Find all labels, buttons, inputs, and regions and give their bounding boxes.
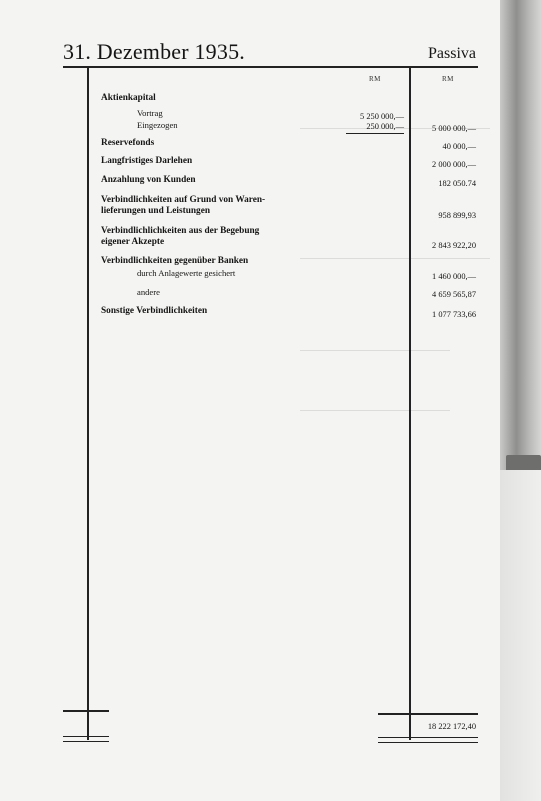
- item-label-sonstige: Sonstige Verbindlichkeiten: [101, 306, 208, 316]
- right-double-rule: [378, 737, 478, 743]
- item-sublabel-eingezogen: Eingezogen: [137, 120, 178, 130]
- amount-darlehen: 2 000 000,—: [432, 160, 476, 169]
- left-double-rule: [63, 736, 109, 742]
- item-sublabel-andere: andere: [137, 287, 160, 297]
- bleed-line: [300, 350, 450, 351]
- left-column-rule: [87, 68, 89, 740]
- item-label-verb-waren-2: lieferungen und Leistungen: [101, 206, 210, 216]
- amount-reservefonds: 40 000,—: [442, 142, 476, 151]
- bleed-line: [300, 410, 450, 411]
- item-label-verb-banken: Verbindlichkeiten gegenüber Banken: [101, 256, 249, 266]
- bleed-line: [300, 258, 490, 259]
- page-title-date: 31. Dezember 1935.: [63, 39, 245, 64]
- amount-verb-waren: 958 899,93: [438, 211, 476, 220]
- balance-total: 18 222 172,40: [427, 722, 476, 731]
- header-rule: [63, 66, 478, 68]
- value-vortrag: 5 250 000,—: [360, 112, 404, 121]
- item-label-darlehen: Langfristiges Darlehen: [101, 156, 193, 166]
- item-label-reservefonds: Reservefonds: [101, 138, 155, 148]
- amount-aktienkapital: 5 000 000,—: [432, 124, 476, 133]
- value-eingezogen: 250 000,—: [366, 122, 404, 131]
- amount-sonstige: 1 077 733,66: [432, 310, 476, 319]
- unit-header-right: RM: [442, 75, 454, 83]
- left-total-rule: [63, 710, 109, 712]
- amount-banken-andere: 4 659 565,87: [432, 290, 476, 299]
- amount-banken-gesichert: 1 460 000,—: [432, 272, 476, 281]
- subtotal-underline: [346, 133, 404, 134]
- amount-anzahlung: 182 050.74: [438, 179, 476, 188]
- amount-verb-akzepte: 2 843 922,20: [432, 241, 476, 250]
- page-edge-shadow: [500, 0, 541, 500]
- right-total-rule: [378, 713, 478, 715]
- page-edge-light: [500, 470, 541, 801]
- item-sublabel-vortrag: Vortrag: [137, 108, 163, 118]
- item-label-verb-akzepte-1: Verbindlichlichkeiten aus der Begebung: [101, 226, 260, 236]
- unit-header-mid: RM: [369, 75, 381, 83]
- item-label-anzahlung: Anzahlung von Kunden: [101, 175, 196, 185]
- balance-side-label: Passiva: [428, 45, 476, 62]
- item-label-verb-akzepte-2: eigener Akzepte: [101, 237, 165, 247]
- item-sublabel-gesichert: durch Anlagewerte gesichert: [137, 268, 236, 278]
- item-label-aktienkapital: Aktienkapital: [101, 93, 156, 103]
- item-label-verb-waren-1: Verbindlichkeiten auf Grund von Waren-: [101, 195, 266, 205]
